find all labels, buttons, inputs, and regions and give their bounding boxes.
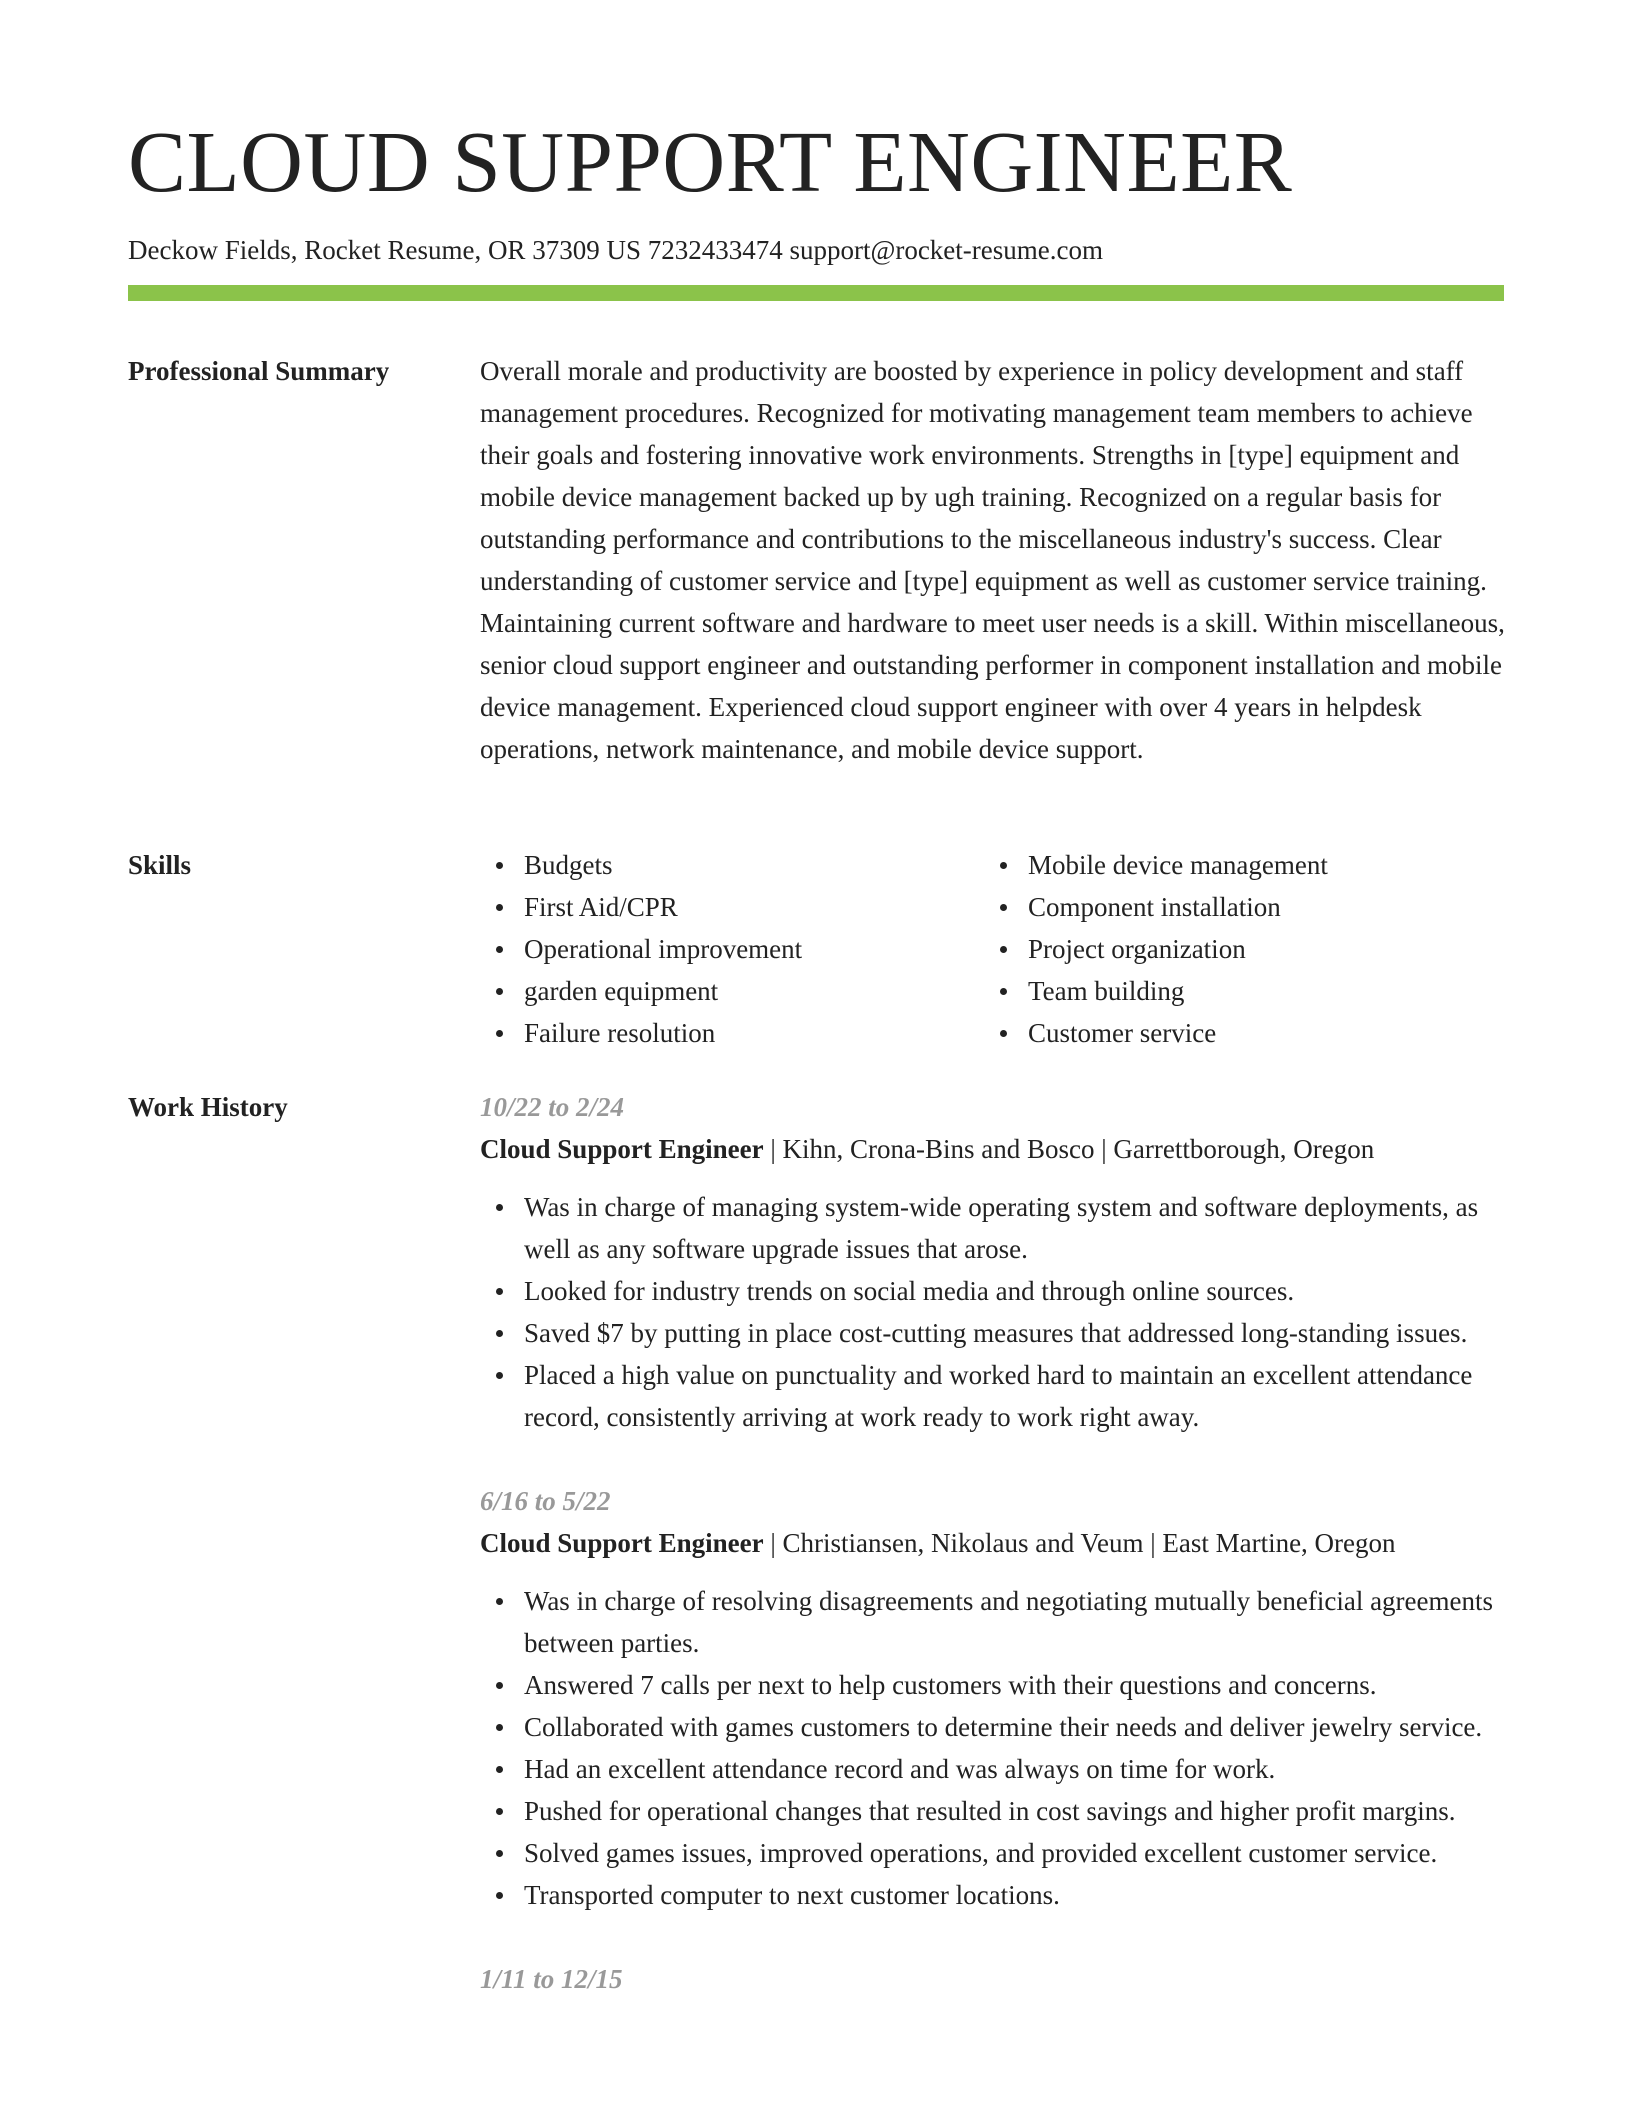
skill-item: First Aid/CPR [480, 886, 984, 928]
job-employer-location: | Kihn, Crona-Bins and Bosco | Garrettborough, Oregon [763, 1134, 1375, 1164]
skills-column-2 [984, 844, 1328, 1054]
job-bullet: Had an excellent attendance record and was always on time for work. [480, 1748, 1505, 1790]
skill-item: Team building [984, 970, 1328, 1012]
job-bullet: Pushed for operational changes that resulted in cost savings and higher profit margins. [480, 1790, 1505, 1832]
job-employer-location: | Christiansen, Nikolaus and Veum | East Martine, Oregon [763, 1528, 1396, 1558]
job-bullet: Solved games issues, improved operations, and provided excellent customer service. [480, 1832, 1505, 1874]
job-title: Cloud Support Engineer [480, 1528, 764, 1558]
summary-text: Overall morale and productivity are boosted by experience in policy development and staff management procedures. Recognized for motivating management team members to achieve their goals and fostering innovative work environments. Strengths in [type] equipment and mobile device management backed up by ugh training. Recognized on a regular basis for outstanding performance and contributions to the miscellaneous industry's success. Clear understanding of customer service and [type] equipment as well as customer service training. Maintaining current software and hardware to meet user needs is a skill. Within miscellaneous, senior cloud support engineer and outstanding performer in component installation and mobile device management. Experienced cloud support engineer with over 4 years in helpdesk operations, network maintenance, and mobile device support. [480, 356, 1505, 764]
summary-heading: Professional Summary [128, 356, 390, 386]
job-bullet: Collaborated with games customers to determine their needs and deliver jewelry service. [480, 1706, 1505, 1748]
skill-item: Customer service [984, 1012, 1328, 1054]
job-bullet: Transported computer to next customer locations. [480, 1874, 1505, 1916]
job-bullet: Looked for industry trends on social media and through online sources. [480, 1270, 1505, 1312]
job-dates: 10/22 to 2/24 [480, 1092, 625, 1122]
job-title-line [480, 1522, 1505, 1564]
job-title: Cloud Support Engineer [480, 1134, 764, 1164]
skills-heading: Skills [128, 850, 192, 880]
job-bullets [480, 1580, 1505, 1916]
job-dates: 1/11 to 12/15 [480, 1964, 623, 1994]
skill-item: Component installation [984, 886, 1328, 928]
job-bullet: Saved $7 by putting in place cost-cutting measures that addressed long-standing issues. [480, 1312, 1505, 1354]
job-bullet: Was in charge of resolving disagreements and negotiating mutually beneficial agreements between parties. [480, 1580, 1505, 1664]
job-dates: 6/16 to 5/22 [480, 1486, 611, 1516]
job-bullet: Answered 7 calls per next to help customers with their questions and concerns. [480, 1664, 1505, 1706]
job-bullets [480, 1186, 1505, 1438]
job-title-line [480, 1128, 1505, 1170]
job-entry [480, 1958, 1505, 2000]
work-history [480, 1086, 1505, 2042]
skill-item: Operational improvement [480, 928, 984, 970]
contact-info: Deckow Fields, Rocket Resume, OR 37309 US 7232433474 support@rocket-resume.com [128, 235, 1103, 265]
job-bullet: Was in charge of managing system-wide operating system and software deployments, as well as any software upgrade issues that arose. [480, 1186, 1505, 1270]
skill-item: Budgets [480, 844, 984, 886]
job-bullet: Placed a high value on punctuality and worked hard to maintain an excellent attendance record, consistently arriving at work ready to work right away. [480, 1354, 1505, 1438]
resume-title: CLOUD SUPPORT ENGINEER [128, 113, 1293, 210]
job-entry [480, 1480, 1505, 1916]
accent-divider [128, 285, 1504, 301]
skill-item: garden equipment [480, 970, 984, 1012]
skill-item: Project organization [984, 928, 1328, 970]
skills-column-1 [480, 844, 984, 1054]
skills-list [480, 844, 1505, 1054]
skill-item: Failure resolution [480, 1012, 984, 1054]
work-history-heading: Work History [128, 1092, 288, 1122]
skill-item: Mobile device management [984, 844, 1328, 886]
job-entry [480, 1086, 1505, 1438]
